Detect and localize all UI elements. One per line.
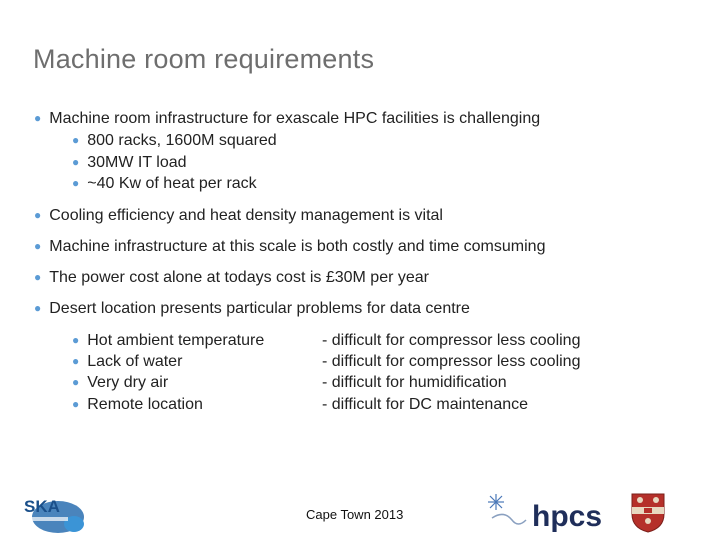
bullet-dot-icon: ● <box>34 270 42 284</box>
bullet-3: ● Machine infrastructure at this scale is both costly and time comsuming <box>34 238 546 255</box>
sub-bullet: ● ~40 Kw of heat per rack <box>72 175 257 192</box>
bullet-dot-icon: ● <box>72 176 80 190</box>
bullet-dot-icon: ● <box>72 397 80 411</box>
sub-bullet-issue: ● Remote location <box>72 396 203 413</box>
bullet-dot-icon: ● <box>34 301 42 315</box>
hpcs-logo <box>486 490 606 535</box>
bullet-dot-icon: ● <box>72 155 80 169</box>
bullet-dot-icon: ● <box>72 354 80 368</box>
starburst-icon <box>488 494 504 510</box>
bullet-dot-icon: ● <box>72 333 80 347</box>
bullet-dot-icon: ● <box>34 111 42 125</box>
ska-logo <box>18 490 88 535</box>
sub-bullet: ● 30MW IT load <box>72 154 187 171</box>
slide-title: Machine room requirements <box>33 44 375 74</box>
bullet-2: ● Cooling efficiency and heat density management is vital <box>34 207 443 224</box>
sub-bullet-issue: ● Hot ambient temperature <box>72 332 265 349</box>
sub-bullet-issue: ● Lack of water <box>72 353 183 370</box>
bullet-1: ● Machine room infrastructure for exascale HPC facilities is challenging <box>34 110 541 127</box>
sub-bullet-issue: ● Very dry air <box>72 374 169 391</box>
sub-bullet-note: - difficult for humidification <box>322 374 507 391</box>
bullet-dot-icon: ● <box>34 208 42 222</box>
hpcs-logo-text: hpcs <box>532 500 603 533</box>
bullet-dot-icon: ● <box>72 133 80 147</box>
cambridge-crest-icon <box>628 490 668 535</box>
sub-bullet-note: - difficult for compressor less cooling <box>322 353 581 370</box>
bullet-5: ● Desert location presents particular problems for data centre <box>34 300 470 317</box>
footer-text: Cape Town 2013 <box>306 507 404 522</box>
sub-bullet: ● 800 racks, 1600M squared <box>72 132 277 149</box>
bullet-4: ● The power cost alone at todays cost is £30M per year <box>34 269 429 286</box>
bullet-dot-icon: ● <box>34 239 42 253</box>
sub-bullet-note: - difficult for DC maintenance <box>322 396 529 413</box>
bullet-dot-icon: ● <box>72 375 80 389</box>
sub-bullet-note: - difficult for compressor less cooling <box>322 332 581 349</box>
ska-logo-text: SKA <box>24 497 60 516</box>
